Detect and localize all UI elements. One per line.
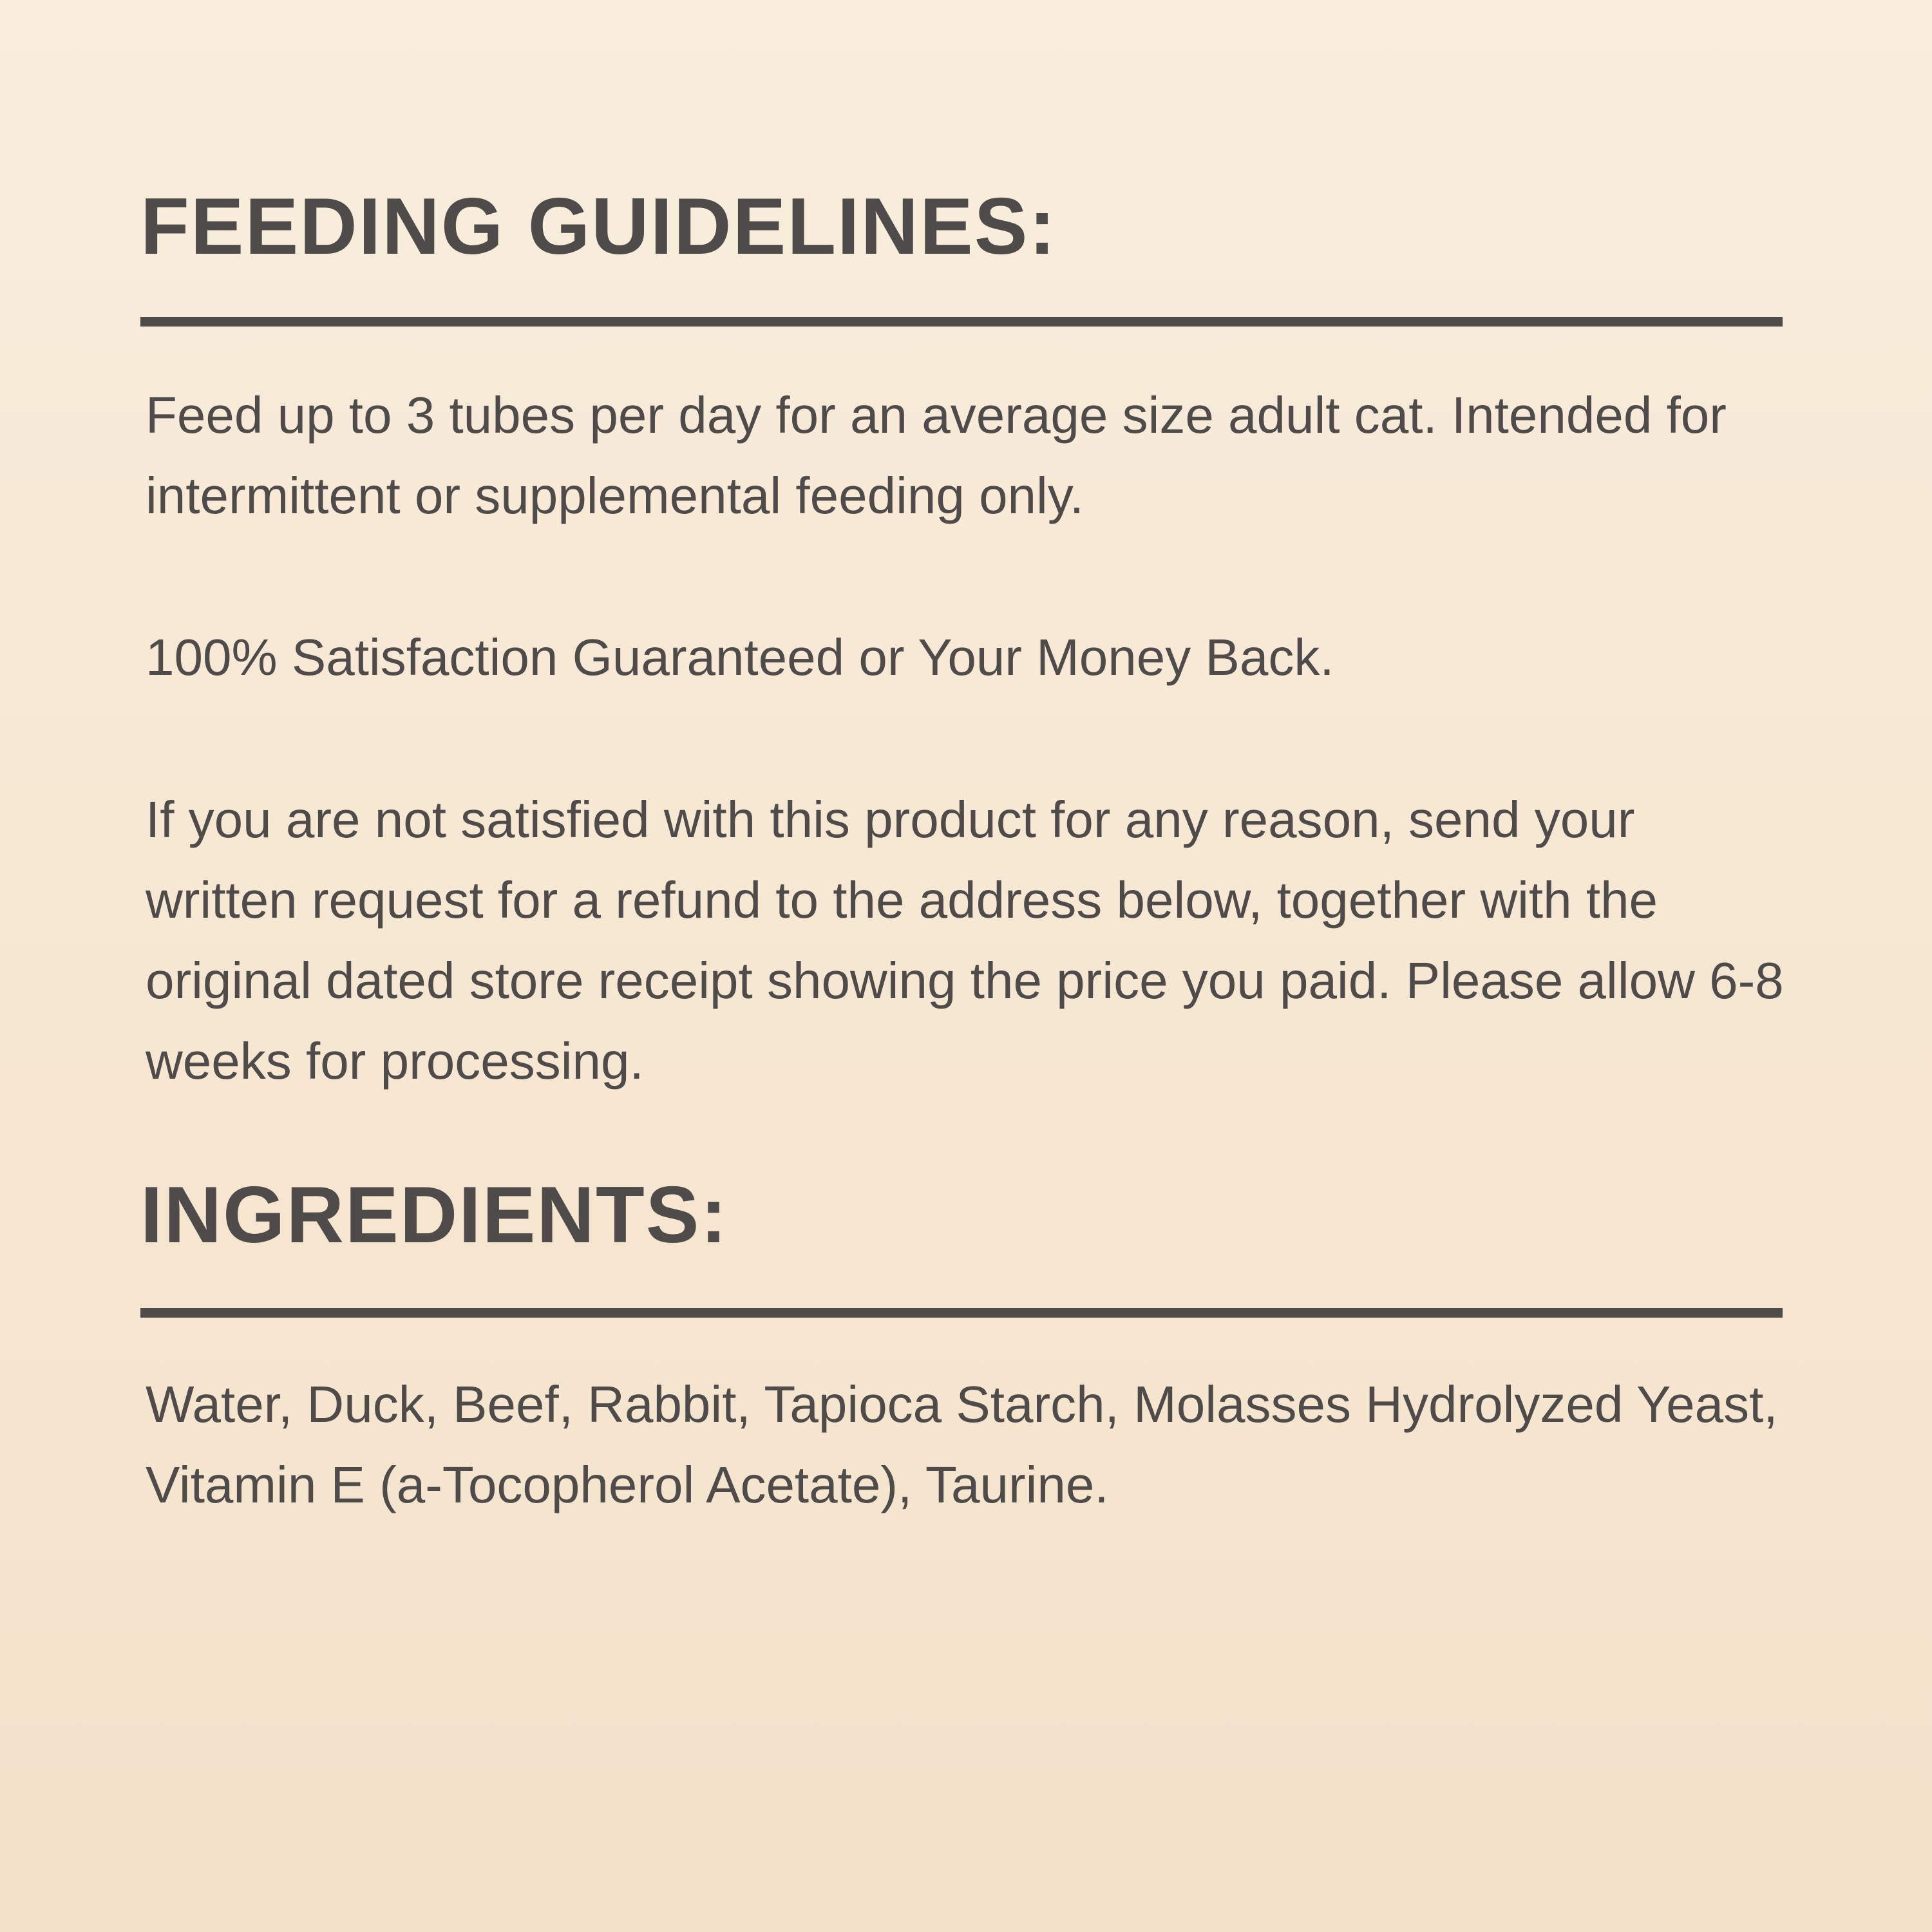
feeding-guidelines-divider [140,317,1783,327]
feeding-guidelines-title: FEEDING GUIDELINES: [140,182,1057,271]
satisfaction-guarantee-text: 100% Satisfaction Guaranteed or Your Money Back. [146,629,1334,686]
ingredients-section [140,1171,1783,1513]
ingredients-title: INGREDIENTS: [140,1171,728,1260]
ingredients-list-text: Water, Duck, Beef, Rabbit, Tapioca Starch, Molasses Hydrolyzed Yeast, Vitamin E (a-Tocopherol Acetate), Taurine. [146,1376,1778,1513]
refund-policy-text: If you are not satisfied with this product for any reason, send your written request for a refund to the address below, together with the original dated store receipt showing the price you paid. Please allow 6-8 weeks for processing. [146,791,1784,1090]
ingredients-divider [140,1308,1783,1318]
feeding-instructions-text: Feed up to 3 tubes per day for an average size adult cat. Intended for intermittent or supplemental feeding only. [146,386,1727,524]
feeding-guidelines-section [140,182,1784,1090]
